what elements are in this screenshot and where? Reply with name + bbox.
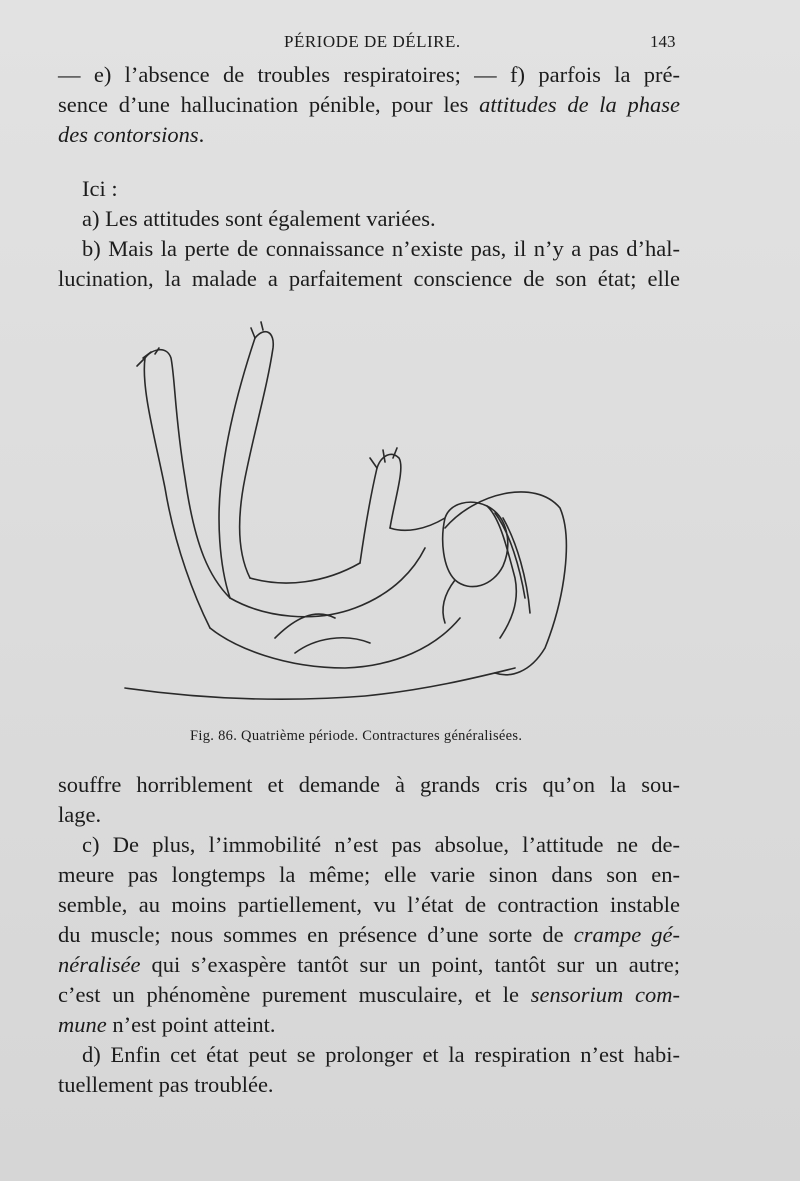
paragraph-ici bbox=[58, 174, 680, 294]
text-line: souffre horriblement et demande à grands cris qu’on la sou- bbox=[58, 772, 680, 797]
figure-caption: Fig. 86. Quatrième période. Contractures généralisées. bbox=[190, 728, 523, 744]
text-line bbox=[58, 1010, 680, 1040]
text-line: a) Les attitudes sont également variées. bbox=[82, 206, 436, 231]
text-span: sence d’une hallucination pénible, pour les bbox=[58, 92, 480, 117]
text-line: Ici : bbox=[82, 176, 118, 201]
contracture-drawing bbox=[115, 318, 575, 718]
running-head: PÉRIODE DE DÉLIRE. bbox=[284, 32, 461, 51]
text-line bbox=[58, 920, 680, 950]
text-span: c’est un phénomène purement musculaire, et le bbox=[58, 982, 531, 1007]
text-line bbox=[58, 90, 680, 120]
page-number: 143 bbox=[650, 32, 676, 51]
paragraph-continuation bbox=[58, 60, 680, 150]
text-line: lage. bbox=[58, 802, 102, 827]
italic-span: mune bbox=[58, 1012, 107, 1037]
italic-span: des contorsions bbox=[58, 122, 199, 147]
text-line bbox=[58, 980, 680, 1010]
italic-span: crampe gé- bbox=[573, 922, 681, 947]
text-line bbox=[58, 120, 680, 150]
text-line: b) Mais la perte de connaissance n’existe pas, il n’y a pas d’hal- bbox=[82, 236, 680, 261]
text-line: lucination, la malade a parfaitement conscience de son état; elle bbox=[58, 266, 680, 291]
text-line: tuellement pas troublée. bbox=[58, 1072, 274, 1097]
text-span: . bbox=[198, 122, 205, 147]
text-line: meure pas longtemps la même; elle varie sinon dans son en- bbox=[58, 862, 680, 887]
text-span: n’est point atteint. bbox=[106, 1012, 276, 1037]
page-header bbox=[0, 32, 800, 56]
text-span: du muscle; nous sommes en présence d’une sorte de bbox=[58, 922, 574, 947]
text-line: c) De plus, l’immobilité n’est pas absolue, l’attitude ne de- bbox=[82, 832, 680, 857]
figure-86-illustration bbox=[115, 318, 575, 718]
text-span: qui s’exaspère tantôt sur un point, tantôt sur un autre; bbox=[140, 952, 680, 977]
paragraph-continued bbox=[58, 770, 680, 1100]
text-line bbox=[58, 950, 680, 980]
text-line: — e) l’absence de troubles respiratoires; — f) parfois la pré- bbox=[58, 62, 680, 87]
italic-span: néralisée bbox=[58, 952, 141, 977]
text-line: d) Enfin cet état peut se prolonger et la respiration n’est habi- bbox=[82, 1042, 680, 1067]
italic-span: attitudes de la phase bbox=[479, 92, 680, 117]
text-line: semble, au moins partiellement, vu l’état de contraction instable bbox=[58, 892, 680, 917]
italic-span: sensorium com- bbox=[530, 982, 681, 1007]
